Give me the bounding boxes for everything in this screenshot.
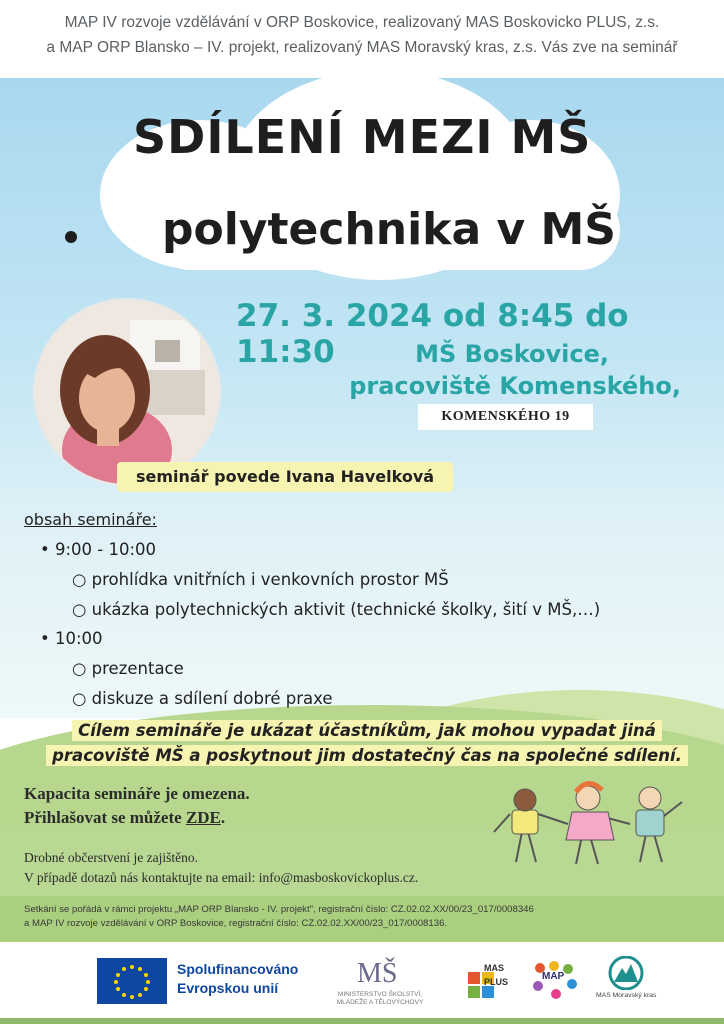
content-heading: obsah semináře: bbox=[24, 510, 157, 529]
msmt-label-line-2: MLÁDEŽE A TĚLOVÝCHOVY bbox=[336, 999, 424, 1006]
list-subitem-text: prezentace bbox=[91, 659, 184, 678]
eu-flag-icon bbox=[97, 958, 167, 1004]
list-subitem: ○ prezentace bbox=[72, 659, 184, 678]
contact-email-line: V případě dotazů nás kontaktujte na email: info@masboskovickoplus.cz. bbox=[24, 870, 419, 885]
svg-text:MŠ: MŠ bbox=[357, 958, 398, 989]
goal-line-1: Cílem semináře je ukázat účastníkům, jak mohou vypadat jiná bbox=[72, 720, 662, 741]
bottom-line bbox=[0, 1018, 724, 1024]
msmt-logo-icon bbox=[355, 954, 405, 990]
capacity-note bbox=[24, 782, 250, 830]
project-note bbox=[24, 903, 534, 931]
mas-moravsky-kras-label: MAS Moravský kras bbox=[596, 992, 657, 999]
mas-moravsky-kras-logo-icon bbox=[606, 956, 646, 990]
header-line-2: a MAP ORP Blansko – IV. projekt, realizovaný MAS Moravský kras, z.s. Vás zve na seminář bbox=[46, 39, 678, 56]
contact-info bbox=[24, 848, 418, 888]
list-subitem: ○ ukázka polytechnických aktivit (technické školky, šití v MŠ,…) bbox=[72, 600, 601, 619]
msmt-label bbox=[330, 991, 430, 1007]
children-illustration-icon bbox=[488, 772, 688, 872]
speaker-photo bbox=[33, 298, 221, 486]
event-address: KOMENSKÉHO 19 bbox=[418, 404, 593, 430]
goal-line-2: pracoviště MŠ a poskytnout jim dostatečný čas na společné sdílení. bbox=[46, 745, 688, 766]
page-title: SDÍLENÍ MEZI MŠ bbox=[133, 110, 592, 164]
speaker-label: seminář povede Ivana Havelková bbox=[117, 462, 453, 492]
event-date: 27. 3. 2024 od 8:45 do 11:30 bbox=[236, 298, 629, 370]
list-subitem-text: diskuze a sdílení dobré praxe bbox=[91, 689, 333, 708]
event-place-line-2: pracoviště Komenského, bbox=[349, 372, 681, 400]
refreshment-note: Drobné občerstvení je zajištěno. bbox=[24, 850, 198, 865]
mas-logo-top: MAS bbox=[484, 963, 504, 973]
msmt-label-line-1: MINISTERSTVO ŠKOLSTVÍ, bbox=[337, 991, 423, 998]
registration-suffix: . bbox=[220, 808, 226, 827]
mas-logo-bottom: PLUS bbox=[484, 977, 509, 987]
invitation-header bbox=[0, 0, 724, 78]
map-logo-label: MAP bbox=[542, 971, 565, 982]
schedule-time: 9:00 - 10:00 bbox=[54, 540, 157, 559]
eu-label-line-2: Evropskou unií bbox=[177, 980, 279, 996]
registration-link[interactable]: ZDE bbox=[185, 808, 221, 827]
seminar-goal bbox=[30, 718, 704, 768]
eu-cofinanced-label bbox=[177, 960, 298, 998]
list-subitem: ○ prohlídka vnitřních i venkovních prostor MŠ bbox=[72, 570, 449, 589]
logo-bar bbox=[0, 942, 724, 1024]
project-note-line-2: a MAP IV rozvoje vzdělávání v ORP Boskovice, registrační číslo: CZ.02.02.XX/00/23_017/0008136. bbox=[24, 918, 448, 929]
header-line-1: MAP IV rozvoje vzdělávání v ORP Boskovice, realizovaný MAS Boskovicko PLUS, z.s. bbox=[64, 14, 660, 31]
event-place-line-1: MŠ Boskovice, bbox=[415, 340, 609, 368]
project-note-line-1: Setkání se pořádá v rámci projektu „MAP ORP Blansko - IV. projekt", registrační číslo: CZ.02.02.XX/00/23_017/0008346 bbox=[24, 904, 534, 915]
registration-text: Přihlašovat se můžete bbox=[24, 808, 186, 827]
mas-logo-label bbox=[484, 963, 508, 987]
list-subitem-text: ukázka polytechnických aktivit (technické školky, šití v MŠ,…) bbox=[91, 600, 601, 619]
eu-label-line-1: Spolufinancováno bbox=[177, 961, 299, 977]
registration-line bbox=[24, 806, 250, 830]
bullet-dot bbox=[65, 231, 77, 243]
list-item: • 9:00 - 10:00 bbox=[40, 540, 157, 559]
speaker-portrait-icon bbox=[35, 300, 219, 484]
page-subtitle: polytechnika v MŠ bbox=[162, 204, 616, 255]
list-subitem-text: prohlídka vnitřních i venkovních prostor MŠ bbox=[91, 570, 449, 589]
schedule-time: 10:00 bbox=[54, 629, 103, 648]
list-subitem: ○ diskuze a sdílení dobré praxe bbox=[72, 689, 333, 708]
list-item: • 10:00 bbox=[40, 629, 103, 648]
capacity-line: Kapacita semináře je omezena. bbox=[24, 784, 250, 803]
